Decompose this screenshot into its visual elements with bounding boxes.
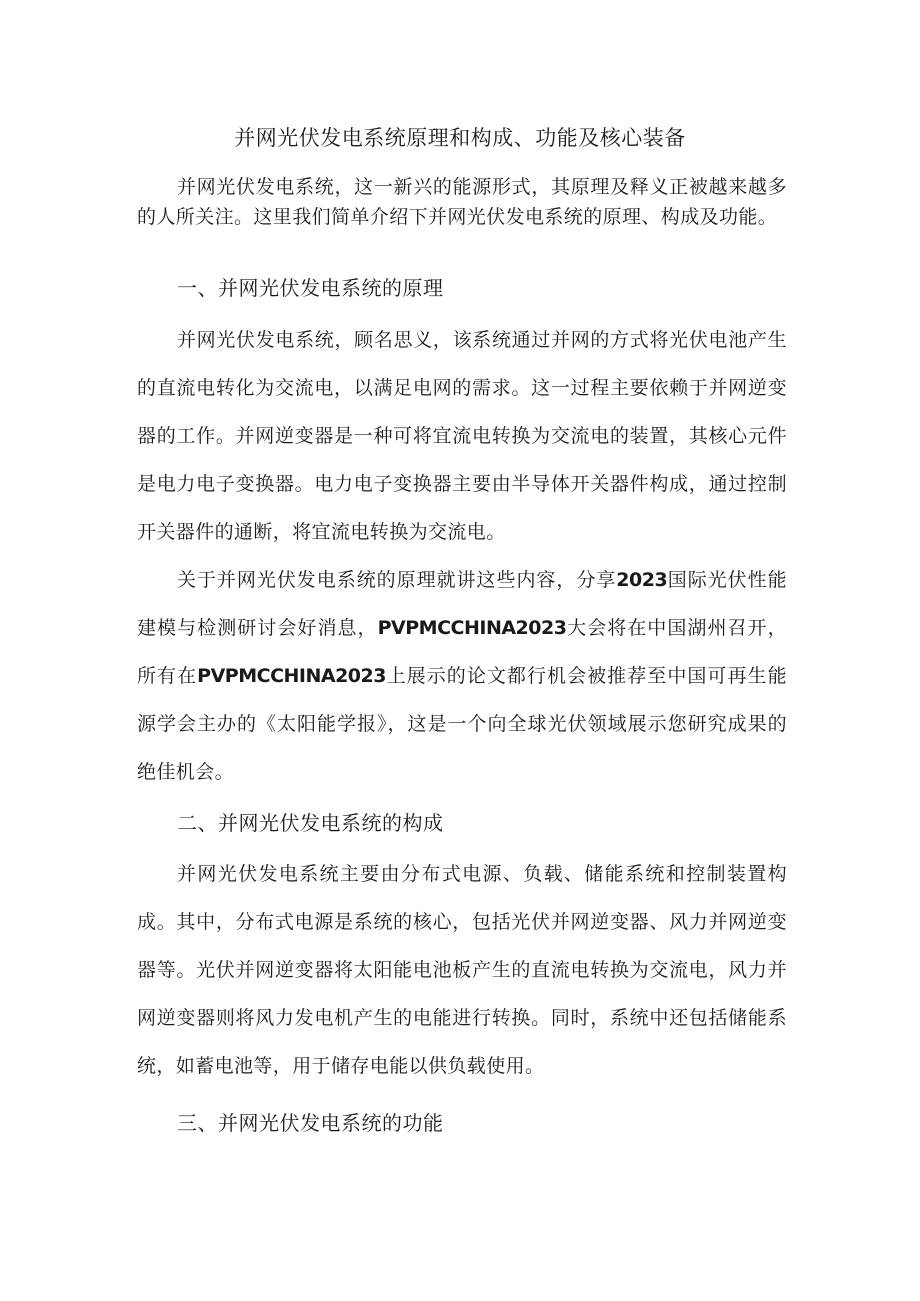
section-heading-principle: 一、并网光伏发电系统的原理 (177, 276, 444, 300)
composition-paragraph: 并网光伏发电系统主要由分布式电源、负载、储能系统和控制装置构成。其中，分布式电源是系统的核心，包括光伏并网逆变器、风力并网逆变器等。光伏并网逆变器将太阳能电池板产生的直流电转换为交流电，风力并网逆变器则将风力发电机产生的电能进行转换。同时，系统中还包括储能系统，如蓄电池等，用于储存电能以供负载使用。 (137, 863, 787, 1077)
intro-paragraph: 并网光伏发电系统，这一新兴的能源形式，其原理及释义正被越来越多的人所关注。这里我们简单介绍下并网光伏发电系统的原理、构成及功能。 (137, 176, 787, 228)
promo-year: 2023 (616, 569, 668, 591)
section-heading-composition: 二、并网光伏发电系统的构成 (177, 811, 444, 835)
document-title: 并网光伏发电系统原理和构成、功能及核心装备 (234, 126, 686, 150)
promo-paragraph (137, 556, 787, 796)
promo-text-1: 关于并网光伏发电系统的原理就讲这些内容，分享 (177, 569, 617, 591)
promo-text-4: 上展示的论文都行机会被推荐至中国可再生能源学会主办的《太阳能学报》，这是一个向全球光伏领域展示您研究成果的绝佳机会。 (137, 665, 787, 783)
promo-text-3: 大会将在中国湖州召开，所有在 (137, 617, 787, 687)
promo-text-2: 国际光伏性能建模与检测研讨会好消息， (137, 569, 787, 639)
promo-event-name-repeat: PVPMCCHINA2023 (197, 665, 386, 687)
promo-event-name: PVPMCCHINA2023 (377, 617, 567, 639)
section-heading-function: 三、并网光伏发电系统的功能 (177, 1111, 444, 1135)
principle-paragraph: 并网光伏发电系统，顾名思义，该系统通过并网的方式将光伏电池产生的直流电转化为交流电，以满足电网的需求。这一过程主要依赖于并网逆变器的工作。并网逆变器是一种可将宜流电转换为交流电的装置，其核心元件是电力电子变换器。电力电子变换器主要由半导体开关器件构成，通过控制开关器件的通断，将宜流电转换为交流电。 (137, 329, 787, 543)
